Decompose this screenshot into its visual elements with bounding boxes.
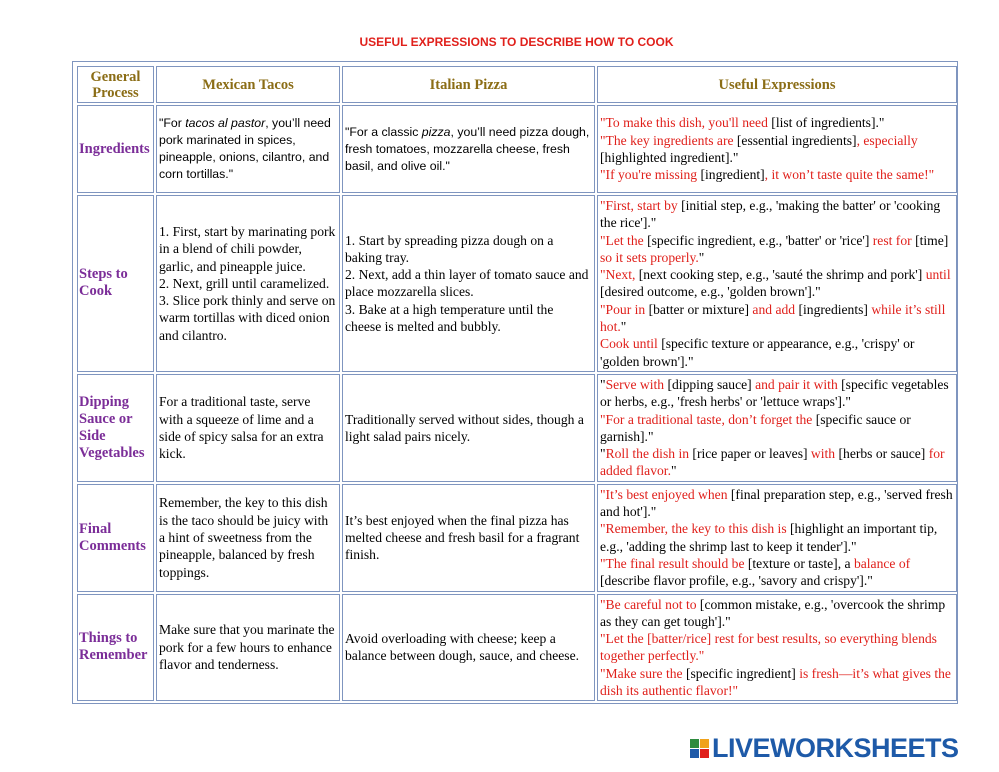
process-steps: Steps to Cook: [77, 195, 154, 372]
expression-fixed: "Let the [batter/rice] rest for best results, so everything blends together perfectly.": [600, 631, 937, 664]
tacos-ingredients-text-a: "For: [159, 116, 186, 130]
expression-fixed: "The final result should be: [600, 555, 748, 571]
expression-placeholder: ": [600, 446, 606, 462]
header-mexican-tacos: Mexican Tacos: [156, 66, 340, 103]
pizza-step-2: 2. Next, add a thin layer of tomato sauce and place mozzarella slices.: [345, 267, 589, 300]
tacos-ingredients-emphasis: tacos al pastor: [185, 116, 266, 130]
expressions-final: [597, 484, 957, 592]
expression-placeholder: ": [600, 376, 606, 392]
pizza-remember: Avoid overloading with cheese; keep a balance between dough, sauce, and cheese.: [342, 594, 595, 702]
logo-square-red: [700, 749, 709, 758]
expression-fixed: "The key ingredients are: [600, 132, 737, 148]
expression-placeholder: [specific ingredient, e.g., 'batter' or 'rice']: [647, 232, 870, 248]
expression-fixed: Cook until: [600, 336, 662, 352]
expression-placeholder: [initial step, e.g., 'making the batter' or 'cooking the rice'].": [600, 198, 941, 231]
tacos-ingredients-text-b: , you’ll need pork marinated in spices, pineapple, onions, cilantro, and corn tortillas.": [159, 116, 331, 181]
header-italian-pizza: Italian Pizza: [342, 66, 595, 103]
header-useful-expressions: Useful Expressions: [597, 66, 957, 103]
expressions-ingredients: [597, 105, 957, 193]
expression-placeholder: [specific sauce or garnish].": [600, 411, 911, 444]
header-general-process: General Process: [77, 66, 154, 103]
pizza-final: It’s best enjoyed when the final pizza has melted cheese and fresh basil for a fragrant finish.: [342, 484, 595, 592]
expression-fixed: and add: [752, 301, 799, 317]
expression-fixed: "First, start by: [600, 198, 682, 213]
expression-fixed: so it sets properly.: [600, 249, 699, 265]
expression-placeholder: [describe flavor profile, e.g., 'savory and crispy'].": [600, 573, 873, 589]
expression-line: [600, 266, 954, 301]
pizza-step-1: 1. Start by spreading pizza dough on a baking tray.: [345, 232, 554, 265]
expression-placeholder: [specific ingredient]: [685, 665, 796, 681]
tacos-step-3: 3. Slice pork thinly and serve on warm tortillas with diced onion and cilantro.: [159, 293, 336, 343]
process-dipping: Dipping Sauce or Side Vegetables: [77, 374, 154, 482]
expression-line: [600, 197, 954, 232]
pizza-ingredients-text-b: , you’ll need pizza dough, fresh tomatoes, mozzarella cheese, fresh basil, and olive oil.": [345, 124, 590, 173]
logo-square-green: [690, 739, 699, 748]
expression-fixed: "Pour in: [600, 301, 649, 317]
expression-placeholder: [essential ingredients]: [736, 132, 857, 148]
expression-placeholder: [rice paper or leaves]: [692, 446, 811, 462]
expression-placeholder: [specific vegetables or herbs, e.g., 'fresh herbs' or 'lettuce wraps'].": [600, 376, 949, 410]
expression-fixed: "Remember, the key to this dish is: [600, 521, 791, 537]
expressions-dipping: [597, 374, 957, 482]
logo-square-orange: [700, 739, 709, 748]
expression-line: [600, 486, 954, 521]
expression-line: [600, 520, 954, 555]
logo-squares-icon: [690, 739, 709, 758]
expression-fixed: "It’s best enjoyed when: [600, 486, 731, 502]
expression-placeholder: ": [620, 319, 627, 335]
process-final: Final Comments: [77, 484, 154, 592]
pizza-ingredients-emphasis: pizza: [421, 124, 451, 139]
expression-placeholder: ": [670, 463, 677, 479]
expression-line: [600, 132, 954, 167]
expression-line: [600, 301, 954, 336]
expression-fixed: , especially: [856, 132, 918, 148]
expression-fixed: "Next,: [600, 267, 639, 283]
expression-line: [600, 114, 954, 131]
expression-placeholder: [texture or taste], a: [747, 555, 854, 571]
tacos-step-1: 1. First, start by marinating pork in a blend of chili powder, garlic, and pineapple juice.: [159, 223, 336, 274]
expression-line: [600, 596, 954, 631]
row-ingredients: [77, 105, 957, 193]
expression-placeholder: [desired outcome, e.g., 'golden brown'].": [600, 284, 821, 300]
cooking-table: [75, 64, 959, 703]
tacos-final: Remember, the key to this dish is the taco should be juicy with a hint of sweetness from the pineapple, balanced by fresh toppings.: [156, 484, 340, 592]
process-ingredients: Ingredients: [77, 105, 154, 193]
expression-placeholder: [ingredient]: [700, 167, 765, 183]
liveworksheets-logo[interactable]: [690, 733, 959, 763]
expression-placeholder: [common mistake, e.g., 'overcook the shrimp as they can get tough'].": [600, 596, 946, 629]
expression-fixed: "To make this dish, you'll need: [600, 115, 772, 131]
pizza-steps: [342, 195, 595, 372]
expression-placeholder: [herbs or sauce]: [838, 446, 929, 462]
row-dipping: [77, 374, 957, 482]
expression-placeholder: ": [698, 249, 705, 265]
expression-placeholder: [ingredients]: [798, 301, 872, 317]
logo-text: LIVEWORKSHEETS: [712, 732, 959, 763]
expressions-steps: [597, 195, 957, 372]
cooking-table-frame: [72, 61, 958, 704]
expression-fixed: for added flavor.: [600, 446, 945, 479]
tacos-remember: Make sure that you marinate the pork for a few hours to enhance flavor and tenderness.: [156, 594, 340, 702]
logo-square-blue: [690, 749, 699, 758]
expression-placeholder: [batter or mixture]: [648, 301, 753, 317]
row-remember: [77, 594, 957, 702]
expression-fixed: balance of: [853, 555, 911, 571]
pizza-ingredients: [342, 105, 595, 193]
expression-line: [600, 166, 954, 183]
expression-placeholder: [highlight an important tip, e.g., 'adding the shrimp last to keep it tender'].": [600, 521, 938, 554]
expression-fixed: , it won’t taste quite the same!": [764, 167, 935, 183]
expression-fixed: "If you're missing: [600, 167, 701, 183]
expression-line: [600, 335, 954, 370]
tacos-ingredients: [156, 105, 340, 193]
expression-fixed: Roll the dish in: [605, 446, 693, 462]
expression-fixed: rest for: [869, 232, 916, 248]
expression-placeholder: [dipping sauce]: [667, 376, 756, 392]
expression-fixed: is fresh—it’s what gives the dish its authentic flavor!": [600, 665, 951, 699]
expression-fixed: "Let the: [600, 232, 648, 248]
expression-line: [600, 555, 954, 590]
expression-fixed: "Be careful not to: [600, 596, 700, 612]
expression-line: [600, 411, 954, 446]
pizza-ingredients-text-a: "For a classic: [345, 124, 422, 139]
pizza-step-3: 3. Bake at a high temperature until the cheese is melted and bubbly.: [345, 301, 554, 335]
expression-placeholder: [list of ingredients].": [771, 115, 885, 131]
expression-placeholder: [highlighted ingredient].": [600, 150, 739, 165]
expression-placeholder: [time]: [915, 232, 949, 248]
expressions-remember: [597, 594, 957, 702]
expression-line: [600, 665, 954, 700]
tacos-steps: [156, 195, 340, 372]
expression-placeholder: [specific texture or appearance, e.g., 'crispy' or 'golden brown'].": [600, 336, 915, 369]
page-title: USEFUL EXPRESSIONS TO DESCRIBE HOW TO COOK: [359, 35, 674, 49]
row-final: [77, 484, 957, 592]
expression-fixed: while it’s still hot.: [600, 301, 946, 335]
tacos-step-2: 2. Next, grill until caramelized.: [159, 275, 330, 291]
expression-fixed: "For a traditional taste, don’t forget the: [600, 411, 816, 427]
expression-placeholder: [next cooking step, e.g., 'sauté the shrimp and pork']: [638, 267, 926, 283]
process-remember: Things to Remember: [77, 594, 154, 702]
pizza-dipping: Traditionally served without sides, though a light salad pairs nicely.: [342, 374, 595, 482]
expression-fixed: with: [810, 446, 839, 462]
expression-fixed: and pair it with: [755, 376, 842, 392]
expression-fixed: until: [925, 267, 951, 283]
expression-line: [600, 376, 954, 411]
expression-line: [600, 445, 954, 480]
expression-fixed: Serve with: [605, 376, 668, 392]
tacos-dipping: For a traditional taste, serve with a squeeze of lime and a side of spicy salsa for an extra kick.: [156, 374, 340, 482]
expression-line: [600, 232, 954, 267]
expression-placeholder: [final preparation step, e.g., 'served fresh and hot'].": [600, 486, 953, 520]
header-row: [77, 66, 957, 103]
row-steps: [77, 195, 957, 372]
expression-fixed: "Make sure the: [600, 665, 686, 681]
expression-line: [600, 630, 954, 665]
